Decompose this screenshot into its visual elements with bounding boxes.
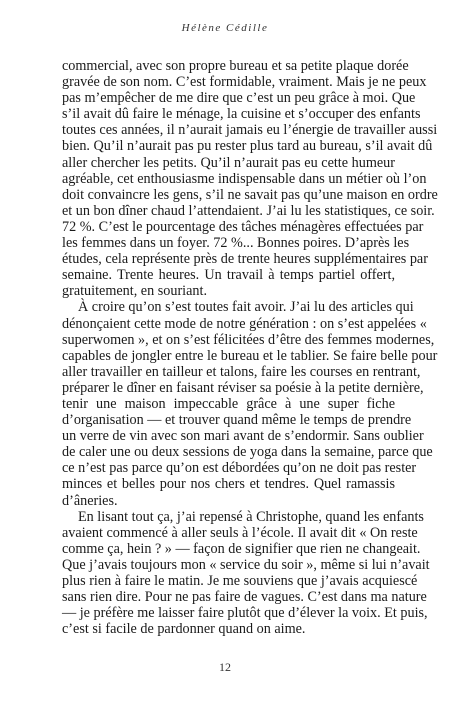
text-line: bien. Qu’il n’aurait pas pu rester plus tard au bureau, s’il avait dû — [62, 138, 433, 155]
text-line: d’âneries. — [62, 492, 118, 509]
text-line: avaient commencé à aller seuls à l’école. Il avait dit « On reste — [62, 524, 418, 541]
text-line: et un bon dîner chaud l’attendaient. J’ai lu les statistiques, ce soir. — [62, 202, 435, 219]
text-line: d’organisation — et trouver quand même le temps de prendre — [62, 412, 412, 429]
text-line: comme ça, hein ? » — façon de signifier que rien ne changeait. — [62, 540, 421, 557]
text-line: pas m’empêcher de me dire que c’est un peu grâce à moi. Que — [62, 90, 416, 107]
text-line: toutes ces années, il n’aurait jamais eu l’énergie de travailler aussi — [62, 122, 438, 139]
running-head: Hélène Cédille — [181, 22, 269, 34]
text-line: aller travailler en tailleur et talons, faire les courses en rentrant, — [62, 363, 421, 380]
text-line: Que j’avais toujours mon « service du soir », même si lui n’avait — [62, 556, 430, 573]
text-line: doit convaincre les gens, s’il ne savait pas qu’une maison en ordre — [62, 186, 438, 203]
text-line: gratuitement, en souriant. — [62, 283, 207, 300]
text-line: de caler une ou deux sessions de yoga dans la semaine, parce que — [62, 444, 433, 461]
text-line: préparer le dîner en faisant réviser sa poésie à la petite dernière, — [62, 379, 424, 396]
text-line: un verre de vin avec son mari avant de s’endormir. Sans oublier — [62, 428, 424, 445]
text-line: sans rien dire. Pour ne pas faire de vagues. C’est dans ma nature — [62, 589, 427, 606]
page-number: 12 — [219, 660, 231, 674]
text-line: semaine. Trente heures. Un travail à temps partiel offert, — [62, 267, 395, 284]
text-line: tenir une maison impeccable grâce à une super fiche — [62, 395, 395, 412]
text-line: minces et belles pour nos chers et tendres. Quel ramassis — [62, 476, 395, 493]
text-line: En lisant tout ça, j’ai repensé à Christophe, quand les enfants — [78, 508, 424, 525]
text-line: superwomen », et on s’est félicitées d’être des femmes modernes, — [62, 331, 435, 348]
text-line: À croire qu’on s’est toutes fait avoir. J’ai lu des articles qui — [78, 299, 414, 316]
text-line: commercial, avec son propre bureau et sa petite plaque dorée — [62, 58, 409, 74]
text-line: 72 %. C’est le pourcentage des tâches ménagères effectuées par — [62, 218, 424, 235]
text-line: plus rien à faire le matin. Je me souviens que j’avais acquiescé — [62, 573, 418, 589]
text-line: c’est si facile de pardonner quand on aime. — [62, 621, 306, 638]
text-line: études, cela représente près de trente heures supplémentaires par — [62, 251, 428, 268]
text-line: aller chercher les petits. Qu’il n’aurait pas eu cette humeur — [62, 154, 395, 171]
text-line: gravée de son nom. C’est formidable, vraiment. Mais je ne peux — [62, 74, 427, 91]
text-line: les femmes dans un foyer. 72 %... Bonnes poires. D’après les — [62, 235, 410, 252]
text-line: agréable, cet enthousiasme indispensable dans un métier où l’on — [62, 170, 427, 187]
text-line: ce n’est pas parce qu’on est débordées qu’on ne doit pas rester — [62, 460, 417, 477]
text-line: — je préfère me laisser faire plutôt que d’élever la voix. Et puis, — [62, 605, 428, 622]
text-line: dénonçaient cette mode de notre génération : on s’est appelées « — [62, 315, 427, 332]
body-text — [62, 58, 438, 638]
text-line: s’il avait dû faire le ménage, la cuisine et s’occuper des enfants — [62, 106, 421, 123]
text-line: capables de jongler entre le bureau et le tablier. Se faire belle pour — [62, 347, 438, 364]
